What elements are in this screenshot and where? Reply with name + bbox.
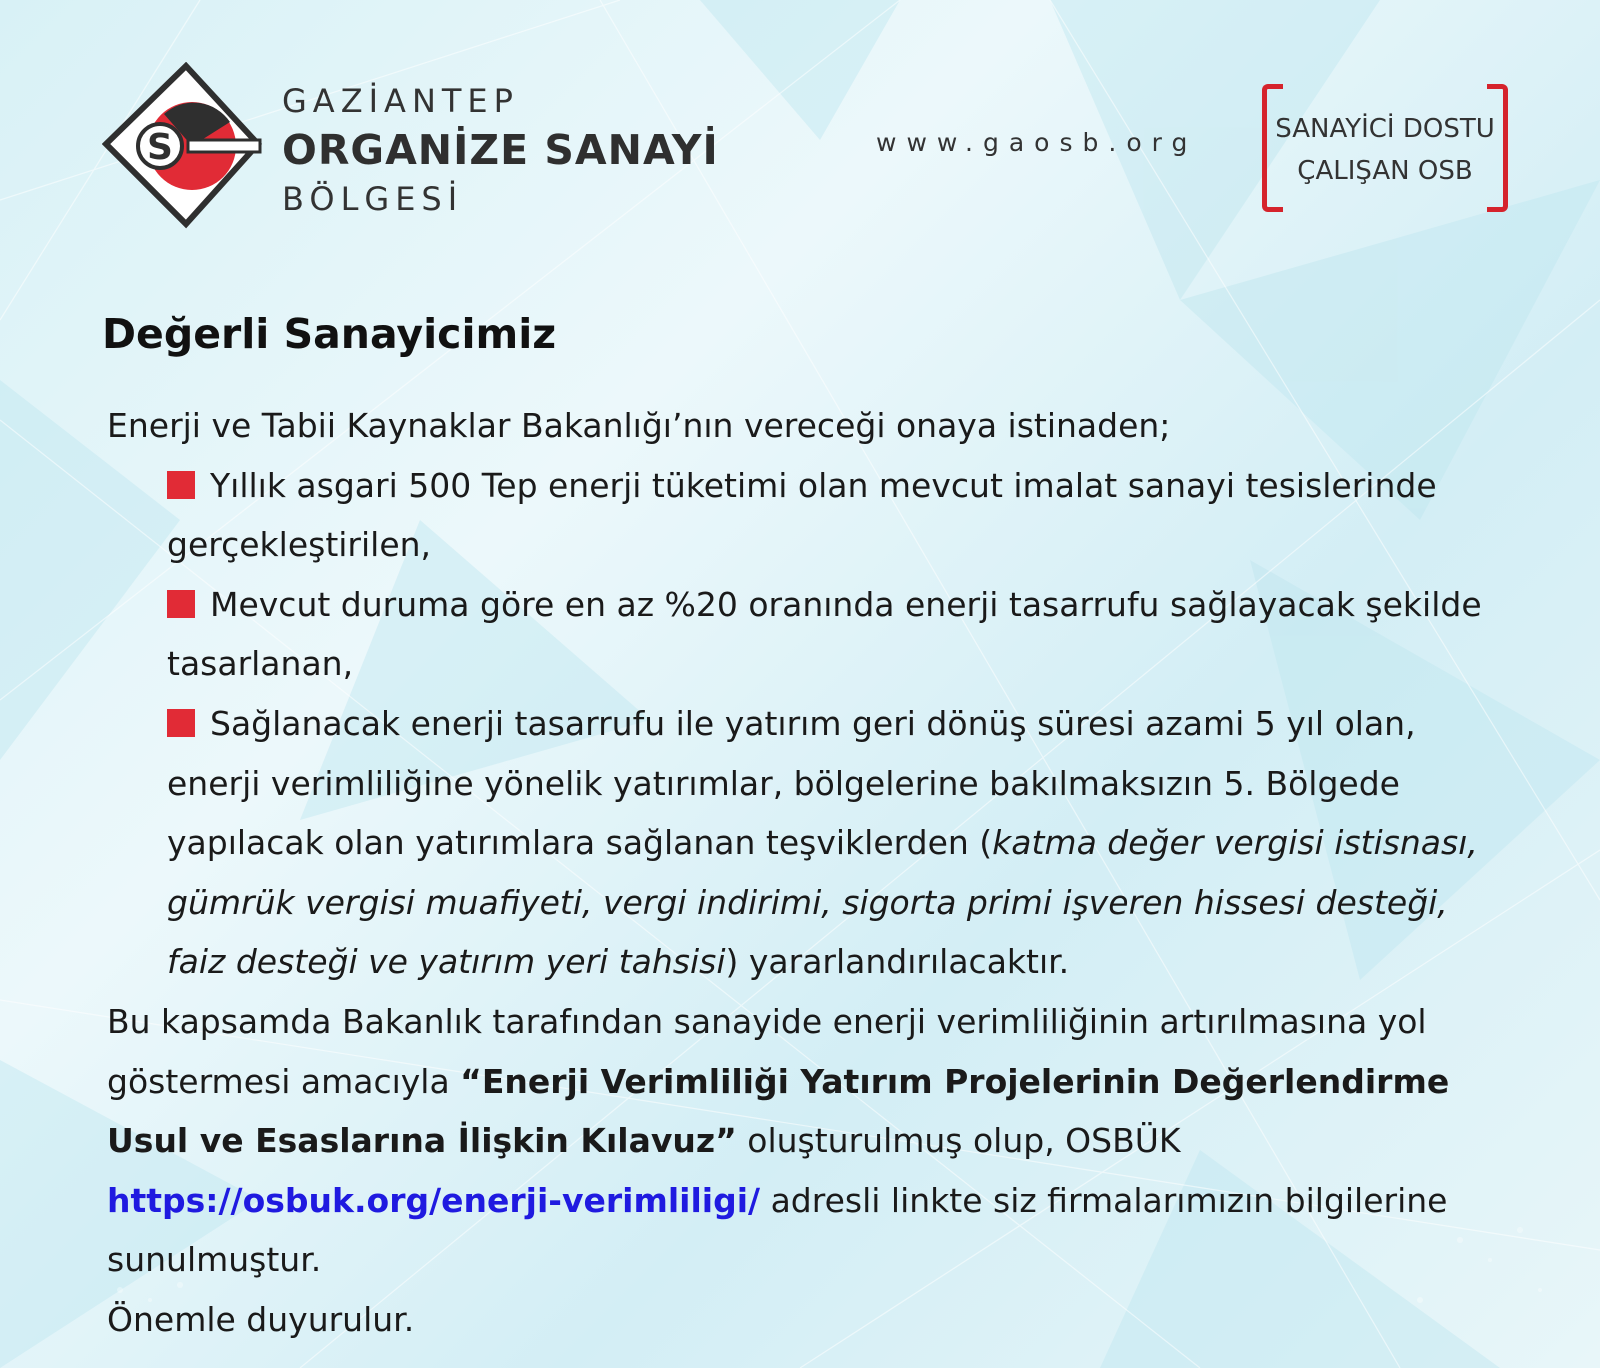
logo-line-gaziantep: GAZİANTEP xyxy=(282,82,519,120)
red-square-bullet-icon xyxy=(167,471,195,499)
bullet-text-1: Yıllık asgari 500 Tep enerji tüketimi olan mevcut imalat sanayi tesislerinde gerçekleştirilen, xyxy=(167,465,1437,565)
guide-paragraph xyxy=(107,992,1507,1290)
osbuk-link[interactable]: https://osbuk.org/enerji-verimliligi/ xyxy=(107,1180,761,1220)
logo-wordmark xyxy=(282,78,719,222)
guide-text-middle: oluşturulmuş olup, OSBÜK xyxy=(736,1121,1181,1161)
svg-text:S: S xyxy=(147,127,173,168)
slogan-line-2: ÇALIŞAN OSB xyxy=(1297,156,1473,186)
logo-line-organize-sanayi: ORGANİZE SANAYİ xyxy=(282,126,719,174)
slogan-line-1: SANAYİCİ DOSTU xyxy=(1275,114,1495,144)
bullet-item-2 xyxy=(107,575,1507,694)
guide-title-bold: “Enerji Verimliliği Yatırım Projelerinin Değerlendirme Usul ve Esaslarına İlişkin Kılavuz” xyxy=(107,1061,1450,1161)
slogan-badge xyxy=(1262,84,1508,208)
closing-line: Önemle duyurulur. xyxy=(107,1299,415,1339)
guide-text-end: adresli linkte siz firmalarımızın bilgilerine sunulmuştur. xyxy=(107,1180,1448,1280)
logo-line-bolgesi: BÖLGESİ xyxy=(282,180,464,218)
gaosb-logo-icon xyxy=(102,62,262,232)
intro-paragraph: Enerji ve Tabii Kaynaklar Bakanlığı’nın vereceği onaya istinaden; xyxy=(107,406,1171,445)
bullet-item-1 xyxy=(107,456,1507,575)
bullet-text-2: Mevcut duruma göre en az %20 oranında enerji tasarrufu sağlayacak şekilde tasarlanan, xyxy=(167,584,1482,684)
red-square-bullet-icon xyxy=(167,709,195,737)
letter-body xyxy=(107,396,1507,1350)
guide-text-start: Bu kapsamda Bakanlık tarafından sanayide enerji verimliliğinin artırılmasına yol göstermesi amacıyla xyxy=(107,1001,1427,1101)
website-url[interactable]: www.gaosb.org xyxy=(876,128,1198,157)
bullet-item-3 xyxy=(107,694,1507,992)
slogan-text xyxy=(1262,108,1508,192)
red-square-bullet-icon xyxy=(167,590,195,618)
bullet-text-3-end: ) yararlandırılacaktır. xyxy=(725,942,1070,982)
incentives-list-italic: katma değer vergisi istisnası, gümrük vergisi muafiyeti, vergi indirimi, sigorta primi işveren hissesi desteği, faiz desteği ve yatırım yeri tahsisi xyxy=(167,823,1478,982)
bullet-text-3: Sağlanacak enerji tasarrufu ile yatırım geri dönüş süresi azami 5 yıl olan, enerji verimliliğine yönelik yatırımlar, bölgelerine bakılmaksızın 5. Bölgede yapılacak olan yatırımlara sağlanan teşviklerden ( xyxy=(167,703,1416,863)
salutation-heading: Değerli Sanayicimiz xyxy=(102,310,557,358)
